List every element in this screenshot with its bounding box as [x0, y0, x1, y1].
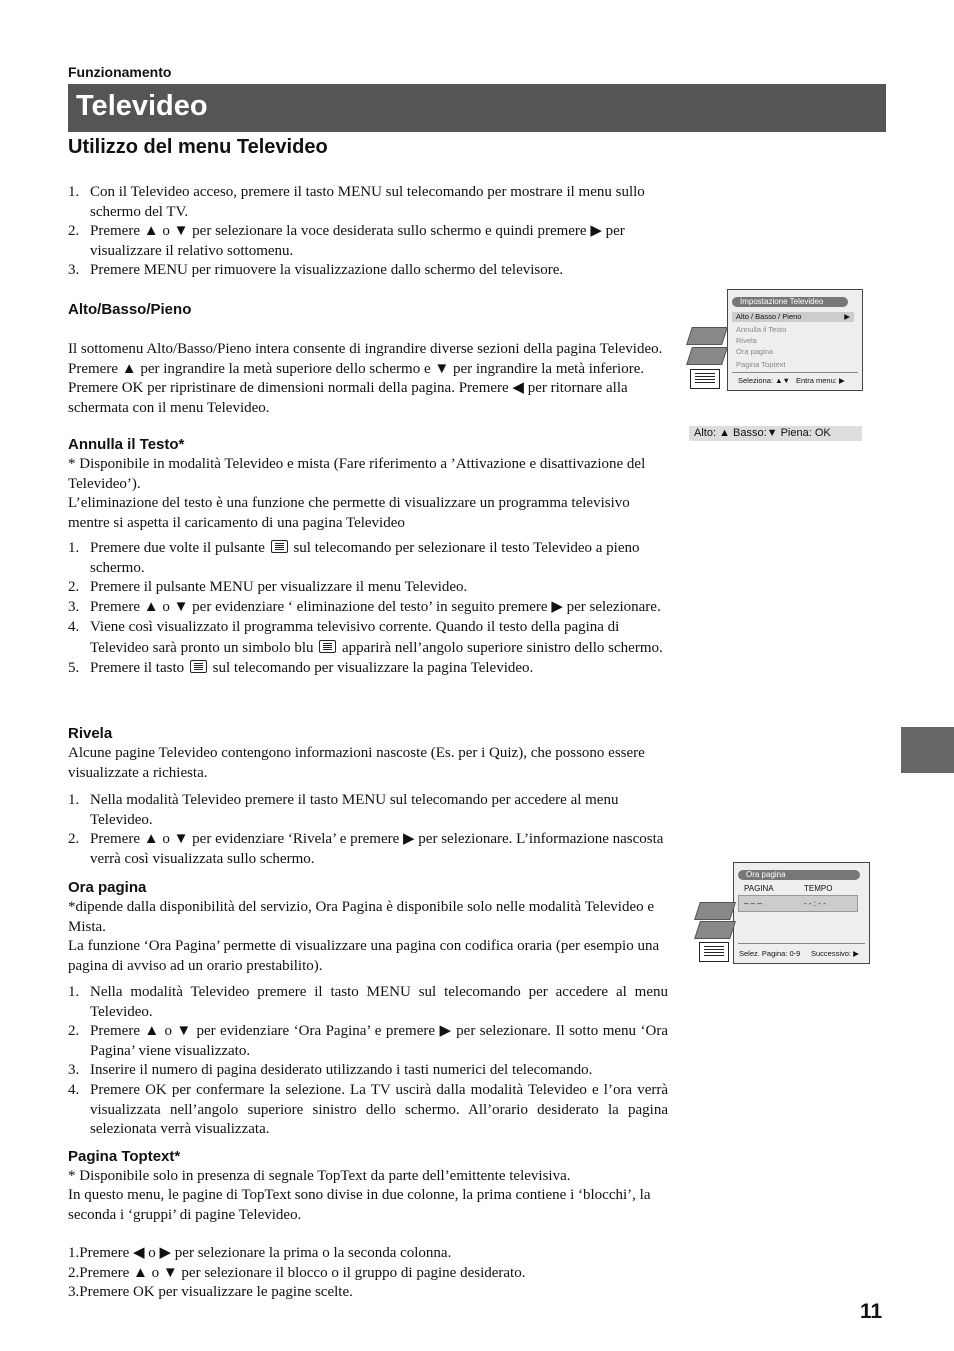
- menu-screen-televideo: [727, 289, 863, 391]
- list-item: 3. Premere MENU per rimuovere la visualizzazione dallo schermo del televisore.: [68, 262, 564, 279]
- section-subtitle: Utilizzo del menu Televideo: [68, 136, 328, 158]
- list-item: 5. Premere il tasto sul telecomando per visualizzare la pagina Televideo.: [68, 660, 534, 677]
- sound-icon: [686, 347, 728, 365]
- menu-item: Pagina Toptext: [736, 360, 786, 369]
- caption-alto-basso: Alto: ▲ Basso:▼ Piena: OK: [689, 426, 862, 441]
- column-pagina: PAGINA: [744, 884, 774, 893]
- heading-rivela: Rivela: [68, 725, 113, 742]
- list-item: 1. Nella modalità Televideo premere il tasto MENU sul telecomando per accedere al menu Televideo.: [68, 984, 668, 1020]
- rivela-steps: [68, 791, 668, 869]
- menu-footer-left: Seleziona: ▲▼: [738, 376, 790, 385]
- teletext-icon: [319, 640, 336, 653]
- list-item: 3.Premere OK per visualizzare le pagine scelte.: [68, 1284, 353, 1301]
- list-item: 2. Premere ▲ o ▼ per evidenziare ‘Ora Pagina’ e premere ▶ per selezionare. Il sotto menu ‘Ora Pagina’ viene visualizzato.: [68, 1023, 668, 1059]
- menu-item: Annulla il Testo: [736, 325, 787, 334]
- list-item: 1. Premere due volte il pulsante sul telecomando per selezionare il testo Televideo a pieno schermo.: [68, 540, 640, 576]
- picture-icon: [686, 327, 728, 345]
- heading-alto: Alto/Basso/Pieno: [68, 301, 192, 318]
- list-item: 1.Premere ◀ o ▶ per selezionare la prima o la seconda colonna.: [68, 1245, 452, 1261]
- page-number: 11: [860, 1300, 883, 1323]
- toptext-text: In questo menu, le pagine di TopText sono divise in due colonne, la prima contiene i ‘blocchi’, la seconda i ‘gruppi’ di pagine Televideo.: [68, 1187, 651, 1223]
- menu-item: Rivela: [736, 336, 757, 345]
- menu-item: Ora pagina: [736, 347, 774, 356]
- menu-footer-right: Entra menu: ▶: [796, 376, 845, 385]
- toptext-note: * Disponibile solo in presenza di segnale TopText da parte dell’emittente televisiva.: [68, 1168, 571, 1184]
- ora-text: La funzione ‘Ora Pagina’ permette di visualizzare una pagina con codifica oraria (per esempio una pagina di avviso ad un orario prestabilito).: [68, 938, 660, 974]
- title-banner: [68, 84, 886, 132]
- list-item: 2.Premere ▲ o ▼ per selezionare il blocco o il gruppo di pagine desiderato.: [68, 1264, 526, 1281]
- heading-annulla: Annulla il Testo*: [68, 436, 185, 453]
- list-item: 3. Inserire il numero di pagina desiderato utilizzando i tasti numerici del telecomando.: [68, 1062, 593, 1079]
- chapter-tab: [901, 727, 954, 773]
- section-label: Funzionamento: [68, 64, 172, 80]
- list-item: 1. Nella modalità Televideo premere il tasto MENU sul telecomando per accedere al menu Televideo.: [68, 792, 619, 828]
- rivela-text: Alcune pagine Televideo contengono informazioni nascoste (Es. per i Quiz), che possono essere visualizzate a richiesta.: [68, 745, 645, 781]
- annulla-note: * Disponibile in modalità Televideo e mista (Fare riferimento a ’Attivazione e disattivazione del Televideo’).: [68, 456, 646, 492]
- list-item: 2. Premere ▲ o ▼ per selezionare la voce desiderata sullo schermo e quindi premere ▶ per visualizzare il relativo sottomenu.: [68, 223, 625, 259]
- teletext-menu-icon: [699, 942, 729, 962]
- pagina-value: – – –: [744, 899, 762, 908]
- ora-note: *dipende dalla disponibilità del servizio, Ora Pagina è disponibile solo nelle modalità Televideo e Mista.: [68, 899, 655, 935]
- menu-screen-ora-pagina: [733, 862, 870, 964]
- tempo-value: - - : - -: [804, 899, 826, 908]
- menu-title: Ora pagina: [738, 870, 860, 880]
- picture-icon: [694, 902, 736, 920]
- list-item: 2. Premere il pulsante MENU per visualizzare il menu Televideo.: [68, 579, 468, 596]
- list-item: 4. Premere OK per confermare la selezione. La TV uscirà dalla modalità Televideo e l’ora verrà visualizzata nell’angolo superiore sinistro dello schermo. All’orario desiderato la pagina selezionata verrà visualizzata.: [68, 1081, 668, 1138]
- teletext-menu-icon: [690, 369, 720, 389]
- list-item: 1. Con il Televideo acceso, premere il tasto MENU sul telecomando per mostrare il menu sullo schermo del TV.: [68, 184, 645, 220]
- toptext-steps: [68, 1244, 668, 1303]
- menu-footer-left: Selez. Pagina: 0-9: [739, 949, 801, 958]
- ora-steps: [68, 983, 668, 1140]
- teletext-icon: [190, 660, 207, 673]
- list-item: 3. Premere ▲ o ▼ per evidenziare ‘ eliminazione del testo’ in seguito premere ▶ per selezionare.: [68, 598, 661, 615]
- menu-title: Impostazione Televideo: [732, 297, 848, 307]
- heading-toptext: Pagina Toptext*: [68, 1148, 181, 1165]
- alto-text: Il sottomenu Alto/Basso/Pieno intera consente di ingrandire diverse sezioni della pagina Televideo. Premere ▲ per ingrandire la metà superiore dello schermo e ▼ per ingrandire la metà inferiore. Premere OK per ripristinare de dimensioni normali della pagina. Premere ◀ per ritornare alla schermata con il menu Televideo.: [68, 341, 663, 416]
- column-tempo: TEMPO: [804, 884, 833, 893]
- page-title: Televideo: [76, 90, 208, 122]
- menu-selected-item: Alto / Basso / Pieno ▶: [732, 312, 854, 322]
- list-item: 4. Viene così visualizzato il programma televisivo corrente. Quando il testo della pagina di Televideo sarà pronto un simbolo blu apparirà nell’angolo superiore sinistro dello schermo.: [68, 619, 663, 656]
- teletext-icon: [271, 540, 288, 553]
- sound-icon: [694, 921, 736, 939]
- list-item: 2. Premere ▲ o ▼ per evidenziare ‘Rivela’ e premere ▶ per selezionare. L’informazione nascosta verrà così visualizzata sullo schermo.: [68, 831, 664, 867]
- menu-footer-right: Successivo: ▶: [811, 949, 859, 958]
- annulla-steps: [68, 539, 668, 679]
- heading-ora: Ora pagina: [68, 879, 147, 896]
- annulla-text: L’eliminazione del testo è una funzione che permette di visualizzare un programma televisivo mentre si aspetta il caricamento di una pagina Televideo: [68, 495, 630, 531]
- intro-list: [68, 183, 668, 281]
